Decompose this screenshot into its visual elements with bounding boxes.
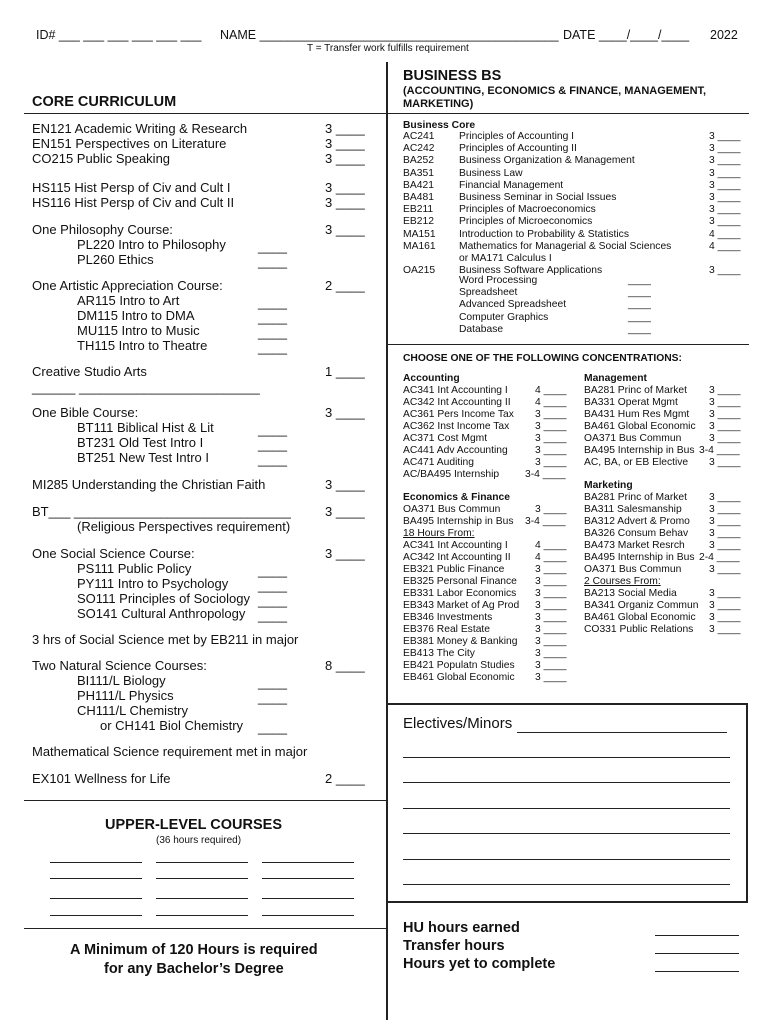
core-course-hours[interactable]: 3 ____ [709, 143, 741, 155]
core-course-blank[interactable]: ____ [258, 254, 287, 269]
mkt-course: CO331 Public Relations [584, 624, 694, 635]
core-course-blank[interactable]: ____ [258, 340, 287, 355]
core-course-label: BI111/L Biology [77, 673, 166, 688]
name-field[interactable]: NAME ___________________________________________ [220, 28, 559, 42]
elective-line[interactable] [403, 782, 730, 783]
core-course-label: BT231 Old Test Intro I [77, 435, 204, 450]
upper-course-blank[interactable] [156, 915, 248, 916]
mgmt-hours[interactable]: 3 ____ [709, 421, 741, 432]
core-course-blank[interactable]: ____ [258, 578, 287, 593]
econ-course: 18 Hours From: [403, 528, 475, 539]
upper-course-blank[interactable] [262, 915, 354, 916]
core-course-label: PL220 Intro to Philosophy [77, 237, 226, 252]
elective-line[interactable] [403, 808, 730, 809]
mkt-course: 2 Courses From: [584, 576, 661, 587]
software-item: Database [459, 323, 504, 335]
econ-hours[interactable]: 3 ____ [535, 624, 567, 635]
left-header-rule [24, 113, 386, 114]
mkt-hours[interactable]: 3 ____ [709, 528, 741, 539]
transfer-hours-blank[interactable] [655, 953, 739, 954]
core-course-name: Business Software Applications [459, 265, 603, 277]
accounting-hours[interactable]: 3 ____ [535, 409, 567, 420]
core-course-hours[interactable]: 3 ____ [325, 121, 365, 136]
accounting-hours[interactable]: 3 ____ [535, 421, 567, 432]
core-course-code: EB212 [403, 216, 434, 228]
econ-finance-title: Economics & Finance [403, 492, 511, 503]
business-core-title: Business Core [403, 120, 476, 131]
core-course-name: Business Seminar in Social Issues [459, 192, 617, 203]
elective-line[interactable] [403, 884, 730, 885]
core-course-hours[interactable]: 4 ____ [709, 228, 741, 240]
core-course-hours[interactable]: 2 ____ [325, 278, 365, 293]
econ-course: EB321 Public Finance [403, 564, 505, 575]
core-course-name: Mathematics for Managerial & Social Sciences [459, 240, 672, 252]
econ-hours[interactable]: 3 ____ [535, 612, 567, 623]
accounting-hours[interactable]: 4 ____ [535, 385, 567, 396]
core-course-name: Business Law [459, 167, 523, 179]
management-title: Management [584, 373, 647, 384]
core-course-hours[interactable]: 3 ____ [709, 167, 741, 179]
core-course-blank[interactable]: ____ [258, 675, 287, 690]
core-course-label: PL260 Ethics [77, 252, 154, 267]
core-course-blank[interactable]: ____ [258, 422, 287, 437]
core-course-code: OA215 [403, 265, 436, 277]
core-course-hours[interactable]: 2 ____ [325, 771, 365, 786]
electives-box [386, 703, 748, 903]
upper-course-blank[interactable] [262, 862, 354, 863]
core-course-name: Business Organization & Management [459, 155, 635, 167]
core-course-blank[interactable]: ____ [258, 563, 287, 578]
mgmt-hours[interactable]: 3 ____ [709, 457, 741, 468]
mkt-course: BA311 Salesmanship [584, 504, 682, 515]
core-course-code: EB211 [403, 204, 434, 216]
hours-yet-label: Hours yet to complete [403, 956, 556, 972]
mkt-course: BA341 Organiz Commun [584, 600, 699, 611]
software-blank[interactable]: ____ [628, 275, 651, 286]
accounting-course: AC341 Int Accounting I [403, 385, 508, 396]
core-course-label: HS115 Hist Persp of Civ and Cult I [32, 180, 231, 195]
core-course-label: PS111 Public Policy [77, 561, 192, 576]
hu-hours-blank[interactable] [655, 935, 739, 936]
econ-course: EB343 Market of Ag Prod [403, 600, 520, 611]
core-course-label: MI285 Understanding the Christian Faith [32, 477, 266, 492]
core-course-blank[interactable]: ____ [258, 452, 287, 467]
core-course-hours[interactable]: 3 ____ [709, 204, 741, 216]
accounting-course: AC471 Auditing [403, 457, 474, 468]
core-course-hours[interactable]: 3 ____ [325, 180, 365, 195]
core-course-hours[interactable]: 3 ____ [709, 192, 741, 203]
mgmt-course: OA371 Bus Commun [584, 433, 682, 444]
upper-level-title: UPPER-LEVEL COURSES [105, 817, 282, 833]
core-course-label: SO141 Cultural Anthropology [77, 606, 246, 621]
upper-course-blank[interactable] [50, 862, 142, 863]
mgmt-hours[interactable]: 3 ____ [709, 397, 741, 408]
mgmt-course: BA495 Internship in Bus [584, 445, 695, 456]
core-course-label: HS116 Hist Persp of Civ and Cult II [32, 195, 235, 210]
core-course-label: One Bible Course: [32, 405, 139, 420]
core-course-label: Creative Studio Arts [32, 364, 147, 379]
core-course-label: CH111/L Chemistry [77, 703, 189, 718]
core-course-code: BA421 [403, 179, 434, 191]
econ-hours[interactable]: 4 ____ [535, 540, 567, 551]
mgmt-hours[interactable]: 3 ____ [709, 385, 741, 396]
core-course-hours[interactable]: 3 ____ [709, 155, 741, 167]
upper-course-blank[interactable] [50, 878, 142, 879]
software-blank[interactable]: ____ [628, 311, 651, 323]
core-course-blank[interactable]: ____ [258, 608, 287, 623]
upper-course-blank[interactable] [50, 915, 142, 916]
core-course-label: SO111 Principles of Sociology [77, 591, 250, 606]
electives-label: Electives/Minors [403, 715, 513, 732]
mgmt-course: AC, BA, or EB Elective [584, 457, 689, 468]
accounting-hours[interactable]: 3-4 ____ [525, 469, 566, 480]
minimum-hours-line1: A Minimum of 120 Hours is required [70, 942, 318, 958]
core-course-hours[interactable]: 3 ____ [325, 151, 365, 166]
concentration-rule [387, 344, 749, 345]
core-course-name: Financial Management [459, 179, 564, 191]
econ-course: BA495 Internship in Bus [403, 516, 514, 527]
econ-course: EB413 The City [403, 648, 475, 659]
econ-course: EB376 Real Estate [403, 624, 491, 635]
mkt-course: OA371 Bus Commun [584, 564, 682, 575]
software-item: Spreadsheet [459, 287, 518, 299]
core-course-blank[interactable]: ____ [258, 239, 287, 254]
econ-hours[interactable]: 3 ____ [535, 672, 567, 683]
core-course-name: or MA171 Calculus I [459, 253, 552, 264]
upper-course-blank[interactable] [156, 898, 248, 899]
accounting-course: AC362 Inst Income Tax [403, 421, 510, 432]
core-course-blank[interactable]: ____ [258, 593, 287, 608]
mgmt-hours[interactable]: 3-4 ____ [699, 445, 740, 456]
software-blank[interactable]: ____ [628, 299, 651, 311]
year-label: 2022 [710, 28, 738, 42]
core-course-label: TH115 Intro to Theatre [77, 338, 208, 353]
econ-course: EB325 Personal Finance [403, 576, 517, 587]
mkt-hours[interactable]: 3 ____ [709, 564, 741, 575]
econ-course: EB346 Investments [403, 612, 493, 623]
econ-course: EB381 Money & Banking [403, 636, 518, 647]
core-course-blank[interactable]: ____ [258, 720, 287, 735]
econ-hours[interactable]: 3 ____ [535, 636, 567, 647]
core-course-code: AC242 [403, 143, 435, 155]
mkt-course: BA312 Advert & Promo [584, 516, 690, 527]
core-course-hours[interactable]: 1 ____ [325, 364, 365, 379]
mkt-hours[interactable]: 3 ____ [709, 612, 741, 623]
core-course-blank[interactable]: ____ [258, 437, 287, 452]
core-course-label: CO215 Public Speaking [32, 151, 171, 166]
econ-hours[interactable]: 3 ____ [535, 660, 567, 671]
core-course-hours[interactable]: 3 ____ [325, 504, 365, 519]
core-course-label: 3 hrs of Social Science met by EB211 in major [32, 632, 299, 647]
core-course-code: MA161 [403, 240, 436, 252]
econ-hours[interactable]: 3 ____ [535, 564, 567, 575]
econ-course: EB461 Global Economic [403, 672, 515, 683]
accounting-course: AC/BA495 Internship [403, 469, 500, 480]
core-course-blank[interactable]: ____ [258, 295, 287, 310]
software-blank[interactable]: ____ [628, 323, 651, 335]
elective-line[interactable] [403, 859, 730, 860]
transfer-note: T = Transfer work fulfills requirement [307, 43, 469, 54]
econ-hours[interactable]: 3 ____ [535, 576, 567, 587]
econ-hours[interactable]: 4 ____ [535, 552, 567, 563]
core-course-label: ______ _________________________ [32, 380, 260, 395]
upper-course-blank[interactable] [50, 898, 142, 899]
accounting-hours[interactable]: 3 ____ [535, 457, 567, 468]
accounting-hours[interactable]: 3 ____ [535, 445, 567, 456]
mgmt-course: BA461 Global Economic [584, 421, 696, 432]
marketing-title: Marketing [584, 480, 633, 491]
accounting-hours[interactable]: 3 ____ [535, 433, 567, 444]
core-course-hours[interactable]: 3 ____ [325, 222, 365, 237]
core-course-name: Principles of Accounting II [459, 143, 577, 155]
elective-line[interactable] [403, 757, 730, 758]
software-blank[interactable]: ____ [628, 287, 651, 299]
left-upper-rule [24, 800, 386, 801]
upper-course-blank[interactable] [262, 878, 354, 879]
mgmt-course: BA281 Princ of Market [584, 385, 688, 396]
mkt-hours[interactable]: 3 ____ [709, 600, 741, 611]
core-course-label: MU115 Intro to Music [77, 323, 200, 338]
accounting-title: Accounting [403, 373, 460, 384]
hours-yet-blank[interactable] [655, 971, 739, 972]
upper-course-blank[interactable] [156, 878, 248, 879]
core-course-label: (Religious Perspectives requirement) [77, 519, 291, 534]
accounting-course: AC361 Pers Income Tax [403, 409, 514, 420]
core-course-label: or CH141 Biol Chemistry [100, 718, 244, 733]
core-course-label: Two Natural Science Courses: [32, 658, 207, 673]
mkt-course: BA281 Princ of Market [584, 492, 688, 503]
core-course-blank[interactable]: ____ [258, 310, 287, 325]
mkt-hours[interactable]: 3 ____ [709, 516, 741, 527]
core-course-label: BT___ ______________________________ [32, 504, 291, 519]
accounting-hours[interactable]: 4 ____ [535, 397, 567, 408]
mkt-hours[interactable]: 3 ____ [709, 540, 741, 551]
core-course-code: BA252 [403, 155, 434, 167]
hu-hours-label: HU hours earned [403, 920, 520, 936]
program-subtitle-1: (ACCOUNTING, ECONOMICS & FINANCE, MANAGEMENT, [403, 85, 707, 97]
econ-course: OA371 Bus Commun [403, 504, 501, 515]
core-curriculum-title: CORE CURRICULUM [32, 94, 177, 110]
econ-hours[interactable]: 3-4 ____ [525, 516, 566, 527]
mkt-hours[interactable]: 3 ____ [709, 504, 741, 515]
core-course-hours[interactable]: 4 ____ [709, 240, 741, 252]
transfer-hours-label: Transfer hours [403, 938, 505, 954]
econ-course: EB331 Labor Economics [403, 588, 517, 599]
core-course-label: BT251 New Test Intro I [77, 450, 209, 465]
upper-course-blank[interactable] [262, 898, 354, 899]
core-course-label: BT111 Biblical Hist & Lit [77, 420, 214, 435]
choose-concentration-title: CHOOSE ONE OF THE FOLLOWING CONCENTRATIONS: [403, 353, 682, 364]
econ-course: AC341 Int Accounting I [403, 540, 508, 551]
core-course-label: One Philosophy Course: [32, 222, 173, 237]
core-course-hours[interactable]: 3 ____ [325, 405, 365, 420]
mkt-course: BA473 Market Resrch [584, 540, 685, 551]
core-course-hours[interactable]: 3 ____ [325, 195, 365, 210]
left-min-rule [24, 928, 386, 929]
software-item: Word Processing [459, 275, 538, 286]
program-subtitle-2: MARKETING) [403, 98, 474, 110]
core-course-code: BA481 [403, 192, 434, 203]
mkt-course: BA495 Internship in Bus [584, 552, 695, 563]
core-course-blank[interactable]: ____ [258, 325, 287, 340]
core-course-code: BA351 [403, 167, 434, 179]
software-item: Advanced Spreadsheet [459, 299, 567, 311]
program-title: BUSINESS BS [403, 68, 502, 84]
core-course-label: EX101 Wellness for Life [32, 771, 171, 786]
accounting-course: AC342 Int Accounting II [403, 397, 511, 408]
minimum-hours-line2: for any Bachelor’s Degree [104, 961, 284, 977]
econ-course: AC342 Int Accounting II [403, 552, 511, 563]
econ-hours[interactable]: 3 ____ [535, 588, 567, 599]
core-course-code: MA151 [403, 228, 436, 240]
accounting-course: AC371 Cost Mgmt [403, 433, 488, 444]
core-course-code: AC241 [403, 131, 435, 142]
electives-blank[interactable] [517, 732, 727, 733]
econ-hours[interactable]: 3 ____ [535, 504, 567, 515]
mgmt-course: BA331 Operat Mgmt [584, 397, 678, 408]
core-course-blank[interactable]: ____ [258, 690, 287, 705]
mkt-hours[interactable]: 2-4 ____ [699, 552, 740, 563]
econ-hours[interactable]: 3 ____ [535, 648, 567, 659]
econ-course: EB421 Populatn Studies [403, 660, 515, 671]
core-course-label: One Social Science Course: [32, 546, 195, 561]
mgmt-hours[interactable]: 3 ____ [709, 409, 741, 420]
core-course-name: Principles of Macroeconomics [459, 204, 596, 216]
mkt-course: BA326 Consum Behav [584, 528, 689, 539]
accounting-course: AC441 Adv Accounting [403, 445, 508, 456]
core-course-label: EN151 Perspectives on Literature [32, 136, 227, 151]
core-course-hours[interactable]: 3 ____ [325, 136, 365, 151]
core-course-label: EN121 Academic Writing & Research [32, 121, 248, 136]
core-course-name: Introduction to Probability & Statistics [459, 228, 629, 240]
core-course-label: One Artistic Appreciation Course: [32, 278, 223, 293]
core-course-label: PH111/L Physics [77, 688, 174, 703]
core-course-hours[interactable]: 3 ____ [325, 477, 365, 492]
mkt-hours[interactable]: 3 ____ [709, 492, 741, 503]
elective-line[interactable] [403, 833, 730, 834]
core-course-hours[interactable]: 3 ____ [709, 216, 741, 228]
mkt-course: BA461 Global Economic [584, 612, 696, 623]
core-course-name: Principles of Microeconomics [459, 216, 593, 228]
core-course-hours[interactable]: 3 ____ [325, 546, 365, 561]
mkt-hours[interactable]: 3 ____ [709, 588, 741, 599]
mkt-course: BA213 Social Media [584, 588, 677, 599]
date-field[interactable]: DATE ____/____/____ [563, 28, 690, 42]
core-course-label: AR115 Intro to Art [77, 293, 180, 308]
core-course-label: PY111 Intro to Psychology [77, 576, 229, 591]
mgmt-course: BA431 Hum Res Mgmt [584, 409, 690, 420]
core-course-hours[interactable]: 3 ____ [709, 179, 741, 191]
core-course-hours[interactable]: 3 ____ [709, 131, 741, 142]
software-item: Computer Graphics [459, 311, 549, 323]
core-course-hours[interactable]: 8 ____ [325, 658, 365, 673]
upper-course-blank[interactable] [156, 862, 248, 863]
mgmt-hours[interactable]: 3 ____ [709, 433, 741, 444]
core-course-name: Principles of Accounting I [459, 131, 575, 142]
core-course-hours[interactable]: 3 ____ [709, 265, 741, 277]
mkt-hours[interactable]: 3 ____ [709, 624, 741, 635]
econ-hours[interactable]: 3 ____ [535, 600, 567, 611]
core-course-label: DM115 Intro to DMA [77, 308, 195, 323]
core-course-label: Mathematical Science requirement met in major [32, 744, 308, 759]
id-field[interactable]: ID# ___ ___ ___ ___ ___ ___ [36, 28, 202, 42]
right-header-rule [387, 113, 749, 114]
upper-level-subtitle: (36 hours required) [156, 835, 242, 846]
